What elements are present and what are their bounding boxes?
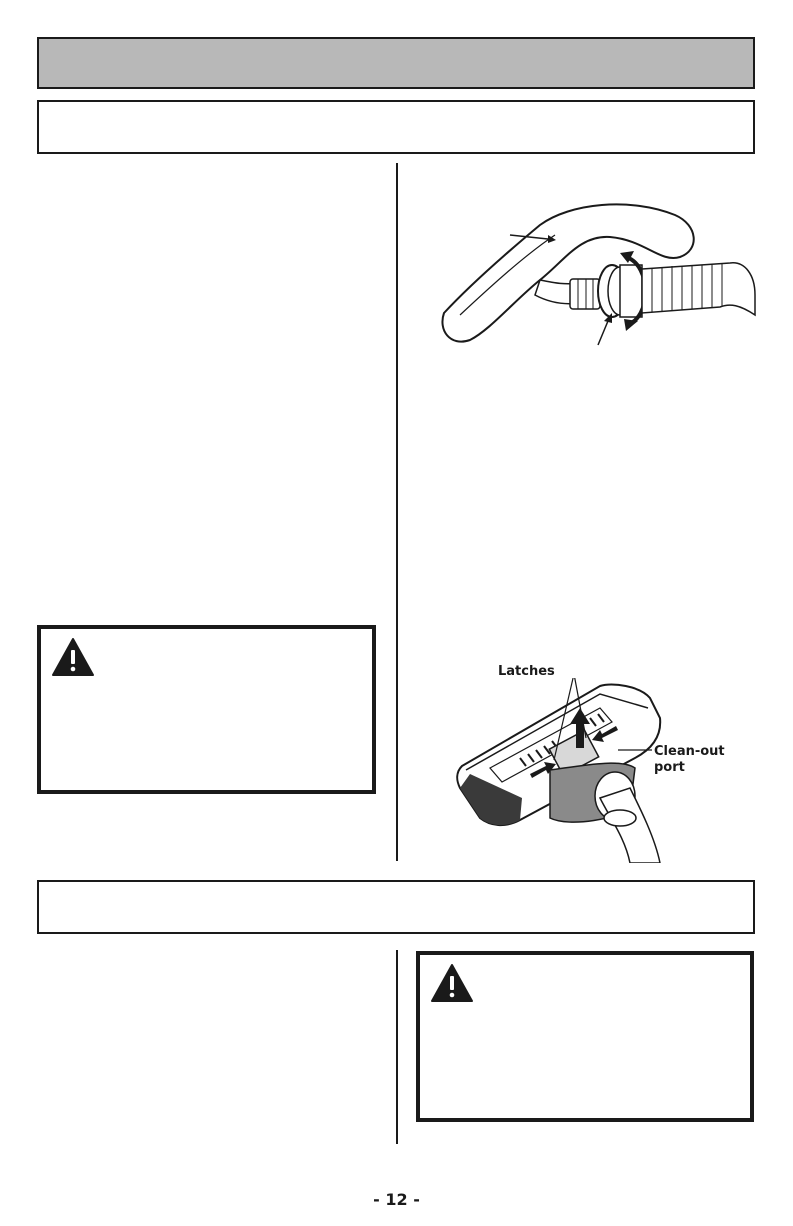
- warning-triangle-icon: [430, 963, 474, 1003]
- subsection-header-box-2: [37, 880, 755, 934]
- page-number: - 12 -: [373, 1190, 420, 1209]
- hose-handle-illustration: [430, 195, 760, 360]
- subsection-header-box-1: [37, 100, 755, 154]
- column-divider-upper: [396, 163, 398, 861]
- section-header-bar: [37, 37, 755, 89]
- warning-box-2: [416, 951, 754, 1122]
- cleanout-port-label-line1: Clean-out: [654, 744, 725, 759]
- nozzle-illustration: [450, 678, 670, 863]
- cleanout-port-label-line2: port: [654, 760, 685, 775]
- warning-box-1: [37, 625, 376, 794]
- column-divider-lower: [396, 950, 398, 1144]
- latches-label: Latches: [498, 664, 555, 679]
- warning-triangle-icon: [51, 637, 95, 677]
